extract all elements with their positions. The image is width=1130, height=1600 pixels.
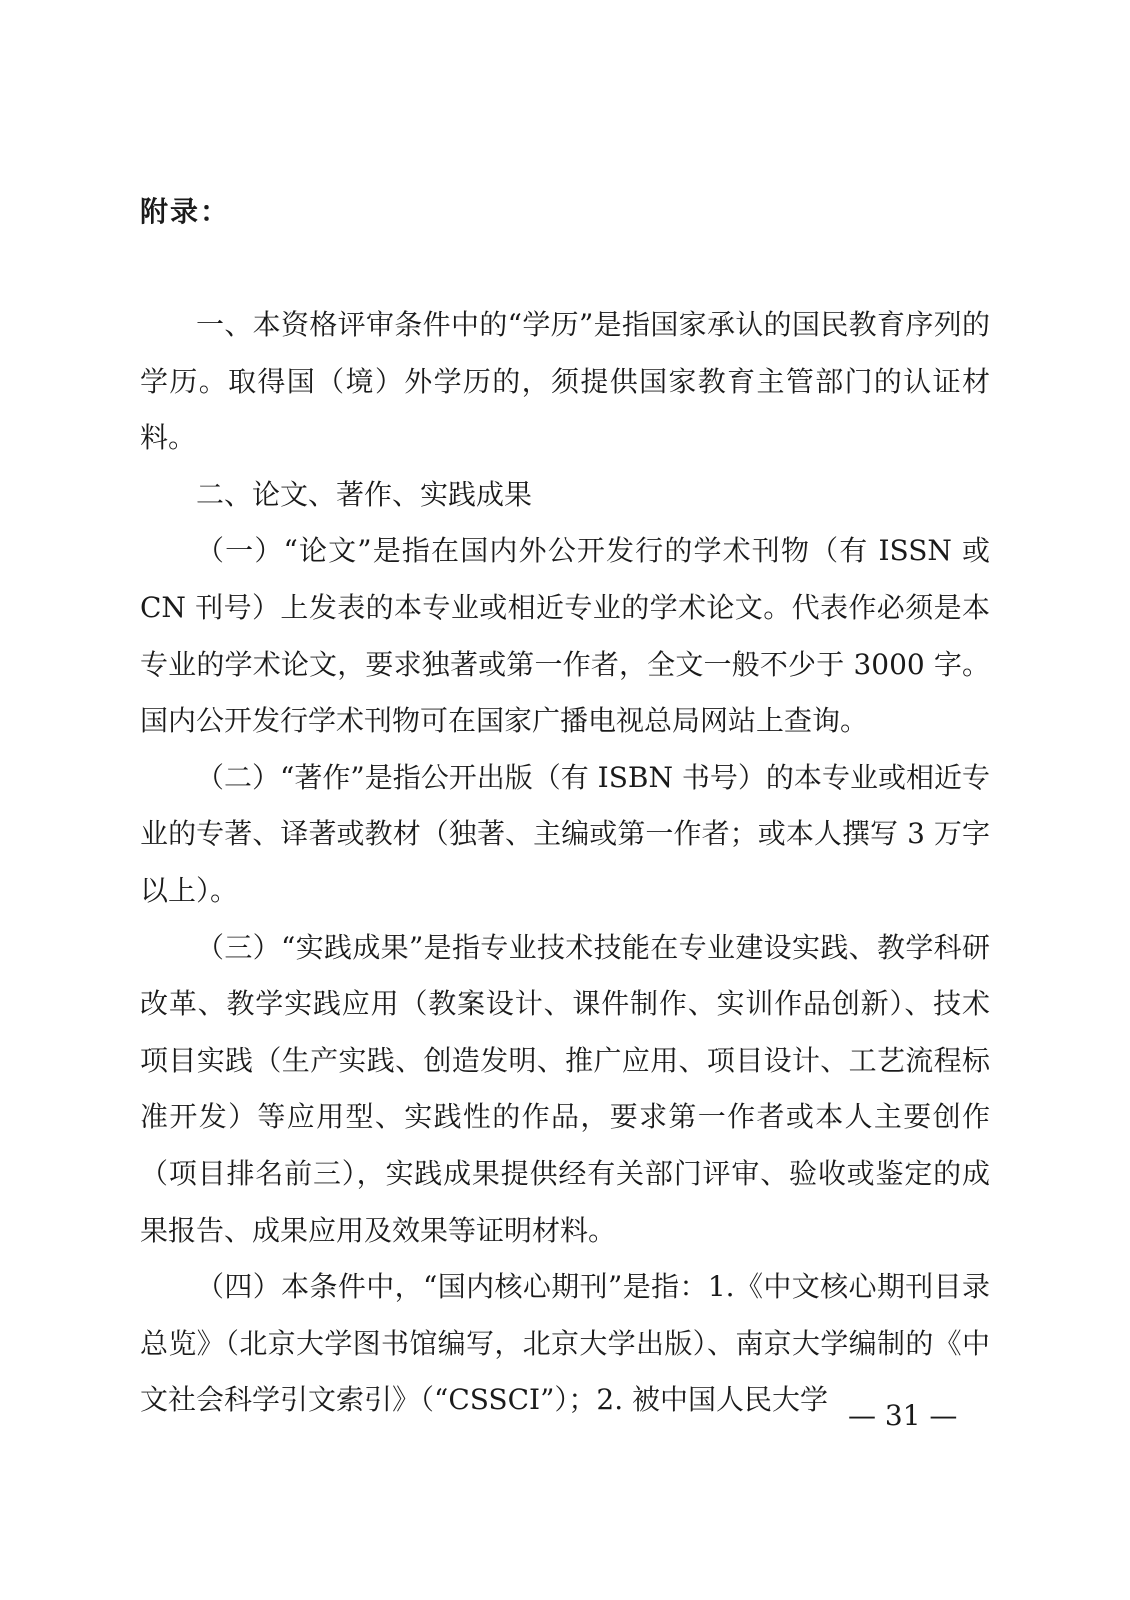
appendix-body	[140, 297, 990, 1429]
appendix-heading: 附录：	[140, 195, 231, 228]
paragraph-education: 一、本资格评审条件中的“学历”是指国家承认的国民教育序列的学历。取得国（境）外学历的，须提供国家教育主管部门的认证材料。	[140, 308, 990, 455]
paragraph-core-journals: （四）本条件中，“国内核心期刊”是指：1.《中文核心期刊目录总览》（北京大学图书馆编写，北京大学出版）、南京大学编制的《中文社会科学引文索引》（“CSSCI”）；2. 被中国人民大学	[140, 1270, 990, 1417]
paragraph-practice: （三）“实践成果”是指专业技术技能在专业建设实践、教学科研改革、教学实践应用（教案设计、课件制作、实训作品创新）、技术项目实践（生产实践、创造发明、推广应用、项目设计、工艺流程标准开发）等应用型、实践性的作品，要求第一作者或本人主要创作（项目排名前三），实践成果提供经有关部门评审、验收或鉴定的成果报告、成果应用及效果等证明材料。	[140, 930, 990, 1247]
paragraph-papers: （一）“论文”是指在国内外公开发行的学术刊物（有 ISSN 或 CN 刊号）上发表的本专业或相近专业的学术论文。代表作必须是本专业的学术论文，要求独著或第一作者，全文一般不少于 3000 字。国内公开发行学术刊物可在国家广播电视总局网站上查询。	[140, 534, 990, 738]
paragraph-section-title: 二、论文、著作、实践成果	[196, 477, 533, 511]
page-number: — 31 —	[848, 1399, 958, 1432]
paragraph-books: （二）“著作”是指公开出版（有 ISBN 书号）的本专业或相近专业的专著、译著或教材（独著、主编或第一作者；或本人撰写 3 万字以上）。	[140, 760, 990, 907]
